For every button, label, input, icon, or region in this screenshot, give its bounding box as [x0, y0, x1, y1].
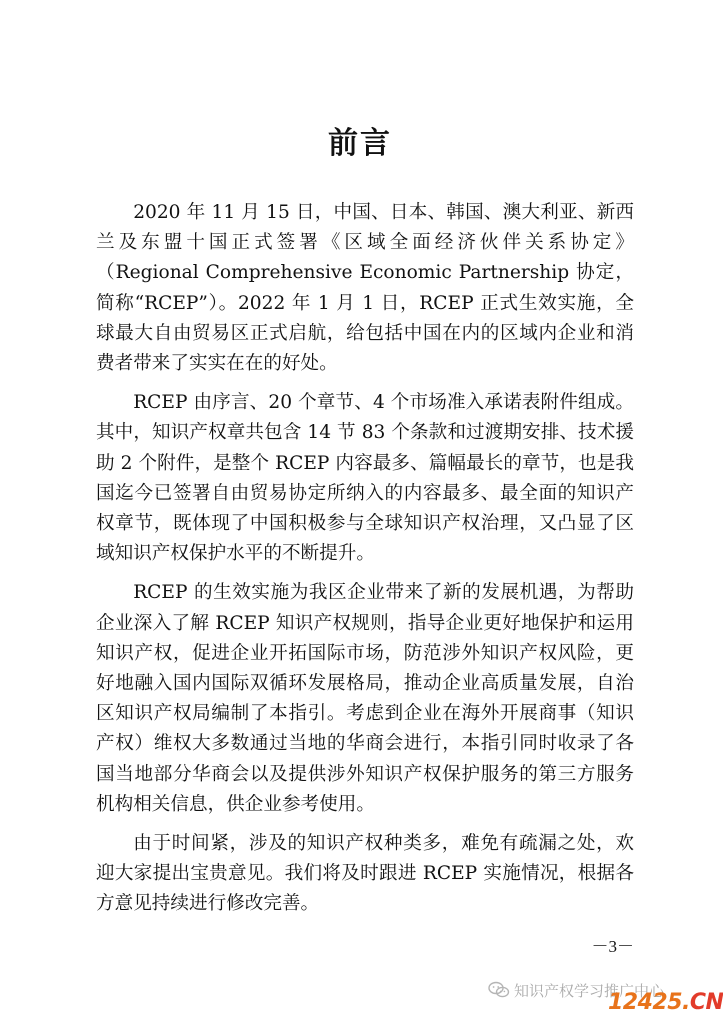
page-number: －3－: [591, 937, 634, 956]
paragraph-2: RCEP 由序言、20 个章节、4 个市场准入承诺表附件组成。其中，知识产权章共包含 14 节 83 个条款和过渡期安排、技术援助 2 个附件，是整个 RCEP 内容最多、篇幅最长的章节，也是我国迄今已签署自由贸易协定所纳入的内容最多、最全面的知识产权章节，既体现了中国积极参与全球知识产权治理，又凸显了区域知识产权保护水平的不断提升。: [96, 392, 634, 565]
watermark-text: 知识产权学习推广中心: [514, 981, 665, 1000]
site-logo: [608, 990, 723, 1015]
preface-body: [96, 198, 634, 929]
wechat-icon: [488, 981, 510, 999]
paragraph-1: 2020 年 11 月 15 日，中国、日本、韩国、澳大利亚、新西兰及东盟十国正式签署《区域全面经济伙伴关系协定》（Regional Comprehensive Economic Partnership 协定，简称“RCEP”）。2022 年 1 月 1 日，RCEP 正式生效实施，全球最大自由贸易区正式启航，给包括中国在内的区域内企业和消费者带来了实实在在的好处。: [96, 202, 634, 375]
paragraph-4: 由于时间紧，涉及的知识产权种类多，难免有疏漏之处，欢迎大家提出宝贵意见。我们将及时跟进 RCEP 实施情况，根据各方意见持续进行修改完善。: [96, 833, 634, 915]
logo-dot: .: [682, 990, 690, 1015]
page-title: 前言: [328, 126, 392, 161]
logo-suffix: CN: [689, 990, 723, 1015]
paragraph-3: RCEP 的生效实施为我区企业带来了新的发展机遇，为帮助企业深入了解 RCEP 知识产权规则，指导企业更好地保护和运用知识产权，促进企业开拓国际市场，防范涉外知识产权风险，更好地融入国内国际双循环发展格局，推动企业高质量发展，自治区知识产权局编制了本指引。考虑到企业在海外开展商事（知识产权）维权大多数通过当地的华商会进行，本指引同时收录了各国当地部分华商会以及提供涉外知识产权保护服务的第三方服务机构相关信息，供企业参考使用。: [96, 582, 634, 815]
logo-number: 12425: [608, 990, 683, 1015]
